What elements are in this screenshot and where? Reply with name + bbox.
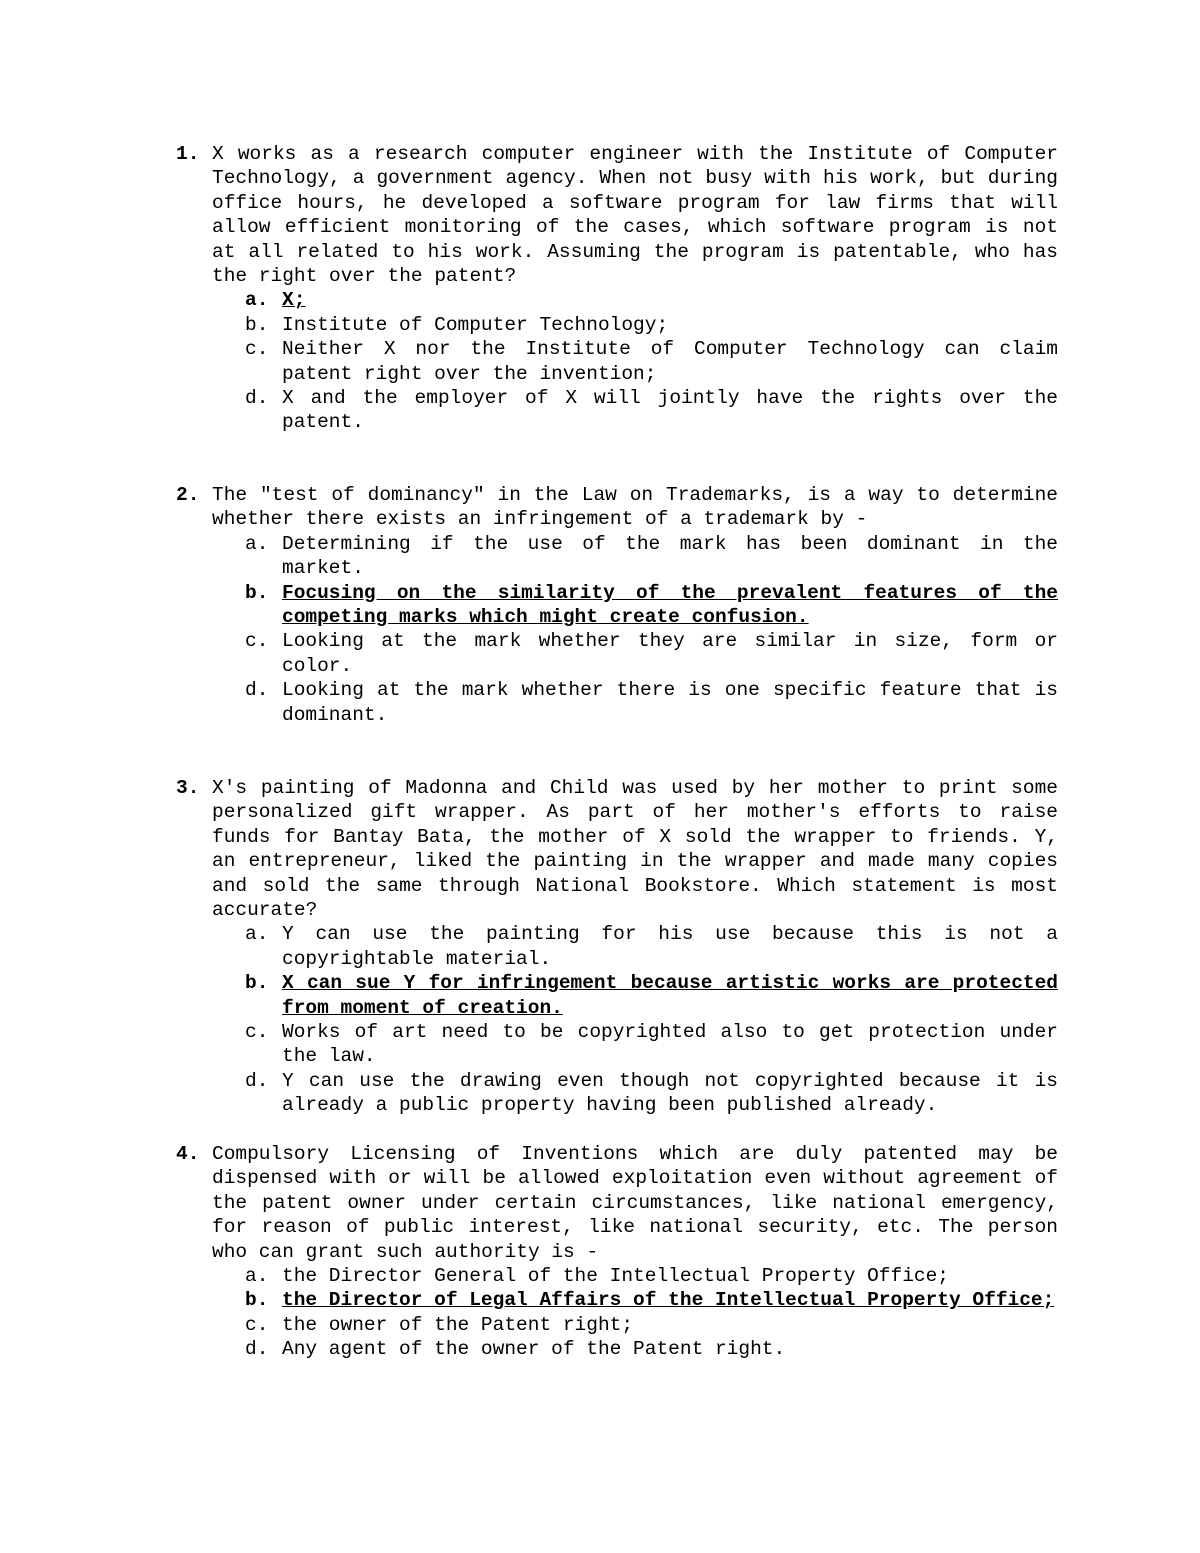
option-text: Looking at the mark whether they are similar in size, form or color. [282, 630, 1058, 677]
option-d [245, 678, 1058, 727]
option-letter: c. [245, 1313, 269, 1336]
option-list [176, 922, 1058, 1117]
option-letter: b. [245, 581, 269, 604]
option-text-correct: X; [282, 289, 306, 312]
option-a [245, 922, 1058, 971]
option-text-correct: X can sue Y for infringement because artistic works are protected from moment of creation. [282, 972, 1058, 1019]
option-text: the owner of the Patent right; [282, 1313, 634, 1336]
option-list [176, 288, 1058, 434]
option-text: Y can use the drawing even though not copyrighted because it is already a public property having been published already. [282, 1069, 1058, 1117]
option-c [245, 1020, 1058, 1069]
option-text: Neither X nor the Institute of Computer Technology can claim patent right over the invention; [282, 338, 1058, 385]
option-letter: c. [245, 1021, 269, 1044]
option-b [245, 313, 1058, 337]
question-number: 1. [176, 143, 200, 165]
question-1 [176, 142, 1058, 435]
question-4 [176, 1142, 1058, 1362]
option-text: Works of art need to be copyrighted also to get protection under the law. [282, 1021, 1058, 1068]
option-letter: c. [245, 630, 269, 653]
question-text: X's painting of Madonna and Child was used by her mother to print some personalized gift wrapper. As part of her mother's efforts to raise funds for Bantay Bata, the mother of X sold the wrapper to friends. Y, an entrepreneur, liked the painting in the wrapper and made many copies and sold the same through National Bookstore. Which statement is most accurate? [212, 777, 1058, 922]
option-text: Y can use the painting for his use because this is not a copyrightable material. [282, 923, 1058, 970]
option-d [245, 1069, 1058, 1118]
option-letter: a. [245, 289, 269, 312]
option-letter: b. [245, 972, 269, 995]
question-3 [176, 776, 1058, 1118]
option-a [245, 288, 1058, 312]
question-text: X works as a research computer engineer with the Institute of Computer Technology, a government agency. When not busy with his work, but during office hours, he developed a software program for law firms that will allow efficient monitoring of the cases, which software program is not at all related to his work. Assuming the program is patentable, who has the right over the patent? [212, 143, 1058, 288]
option-c [245, 1313, 1058, 1337]
option-letter: a. [245, 1265, 269, 1288]
option-text: Looking at the mark whether there is one specific feature that is dominant. [282, 679, 1058, 726]
option-text: Determining if the use of the mark has been dominant in the market. [282, 532, 1058, 580]
option-letter: b. [245, 313, 269, 336]
option-text-correct: Focusing on the similarity of the prevalent features of the competing marks which might create confusion. [282, 581, 1058, 629]
option-letter: d. [245, 679, 269, 702]
option-text-correct: the Director of Legal Affairs of the Intellectual Property Office; [282, 1289, 1055, 1312]
option-d [245, 1337, 1058, 1361]
question-number: 2. [176, 484, 200, 506]
question-number: 3. [176, 777, 200, 799]
question-text: Compulsory Licensing of Inventions which are duly patented may be dispensed with or will be allowed exploitation even without agreement of the patent owner under certain circumstances, like national emergency, for reason of public interest, like national security, etc. The person who can grant such authority is - [212, 1143, 1058, 1263]
question-number: 4. [176, 1143, 200, 1165]
question-text: The "test of dominancy" in the Law on Trademarks, is a way to determine whether there exists an infringement of a trademark by - [212, 484, 1058, 531]
option-letter: b. [245, 1289, 269, 1312]
option-letter: d. [245, 1338, 269, 1361]
option-c [245, 629, 1058, 678]
option-letter: c. [245, 338, 269, 361]
option-letter: a. [245, 532, 269, 555]
option-c [245, 337, 1058, 386]
option-text: Institute of Computer Technology; [282, 313, 669, 336]
option-text: X and the employer of X will jointly have the rights over the patent. [282, 387, 1058, 434]
option-letter: d. [245, 1069, 269, 1092]
option-list [176, 532, 1058, 727]
option-d [245, 386, 1058, 435]
option-b [245, 1288, 1058, 1312]
option-b [245, 971, 1058, 1020]
option-text: Any agent of the owner of the Patent right. [282, 1338, 786, 1361]
option-b [245, 581, 1058, 630]
option-list [176, 1264, 1058, 1362]
question-2 [176, 483, 1058, 727]
option-a [245, 532, 1058, 581]
option-text: the Director General of the Intellectual Property Office; [282, 1265, 950, 1288]
option-a [245, 1264, 1058, 1288]
option-letter: d. [245, 387, 269, 410]
option-letter: a. [245, 923, 269, 946]
